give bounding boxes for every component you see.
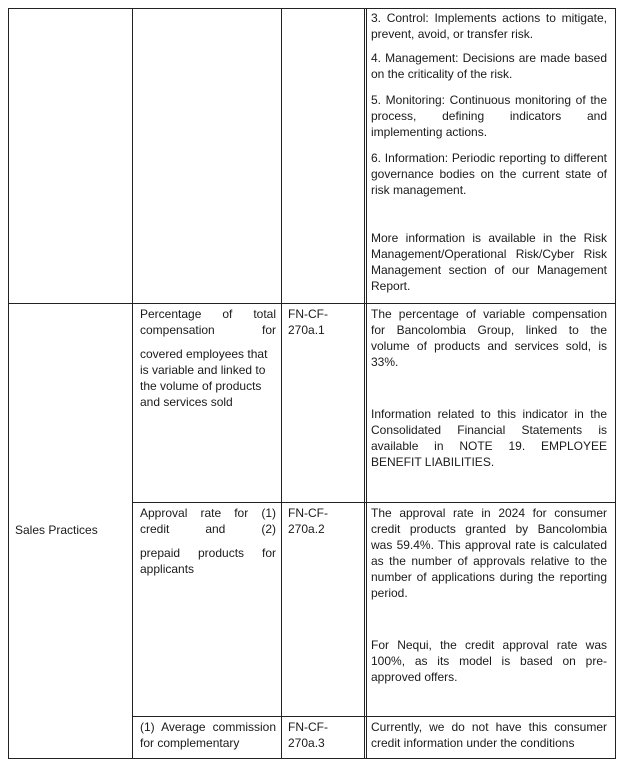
response-consumer-credit: Currently, we do not have this consumer credit information under the conditions (371, 720, 607, 750)
response-approval-rate: The approval rate in 2024 for consumer credit products granted by Bancolombia was 59.4%. This approval rate is calculated as the number of approvals relative to the number of applications during the reporting period. (371, 506, 607, 600)
response-variable-compensation: The percentage of variable compensation for Bancolombia Group, linked to the volume of products and services sold, is 33%. (371, 307, 607, 369)
risk-step-information: 6. Information: Periodic reporting to different governance bodies on the current state of risk management. (371, 151, 607, 197)
table-border-right (615, 8, 616, 759)
table-border-col1 (132, 8, 133, 759)
code-cell-270a1: FN-CF-270a.1 (288, 307, 328, 337)
table-border-col3 (364, 8, 365, 759)
table-border-bottom (8, 758, 616, 759)
row-divider-sales-2 (132, 716, 616, 717)
code-cell-270a2: FN-CF-270a.2 (288, 506, 328, 536)
topic-label: Sales Practices (15, 523, 98, 537)
metric-text-part2: prepaid products for applicants (140, 546, 276, 576)
risk-more-info: More information is available in the Risk Management/Operational Risk/Cyber Risk Management section of our Management Report. (371, 231, 607, 293)
table-border-col3b (366, 8, 367, 759)
metric-text-part1: Approval rate for (1) credit and (2) (140, 506, 276, 536)
metric-cell-270a3 (140, 719, 276, 751)
response-cell-270a2 (371, 505, 607, 685)
metric-text-part1: (1) Average commission for complementary (140, 720, 276, 750)
risk-steps-cell (371, 10, 607, 294)
metric-cell-270a2 (140, 505, 276, 577)
risk-step-management: 4. Management: Decisions are made based on the criticality of the risk. (371, 51, 607, 81)
table-border-col2 (281, 8, 282, 759)
code-cell-270a3: FN-CF-270a.3 (288, 720, 328, 750)
response-nequi-rate: For Nequi, the credit approval rate was 100%, as its model is based on pre-approved offers. (371, 638, 607, 684)
risk-step-monitoring: 5. Monitoring: Continuous monitoring of the process, defining indicators and implementing actions. (371, 93, 607, 139)
metric-text-part1: Percentage of total compensation for (140, 307, 276, 337)
row-divider-sales-1 (132, 502, 616, 503)
table-border-left (8, 8, 9, 759)
row-divider-top-row (8, 303, 616, 304)
response-note-reference: Information related to this indicator in the Consolidated Financial Statements is available in NOTE 19. EMPLOYEE BENEFIT LIABILITIES. (371, 407, 607, 469)
response-cell-270a3 (371, 719, 607, 751)
response-cell-270a1 (371, 306, 607, 470)
risk-step-control: 3. Control: Implements actions to mitigate, prevent, avoid, or transfer risk. (371, 11, 607, 41)
metric-cell-270a1 (140, 306, 276, 410)
metric-text-part2: covered employees that is variable and linked to the volume of products and services sold (140, 347, 268, 409)
table-border-top (8, 8, 616, 9)
